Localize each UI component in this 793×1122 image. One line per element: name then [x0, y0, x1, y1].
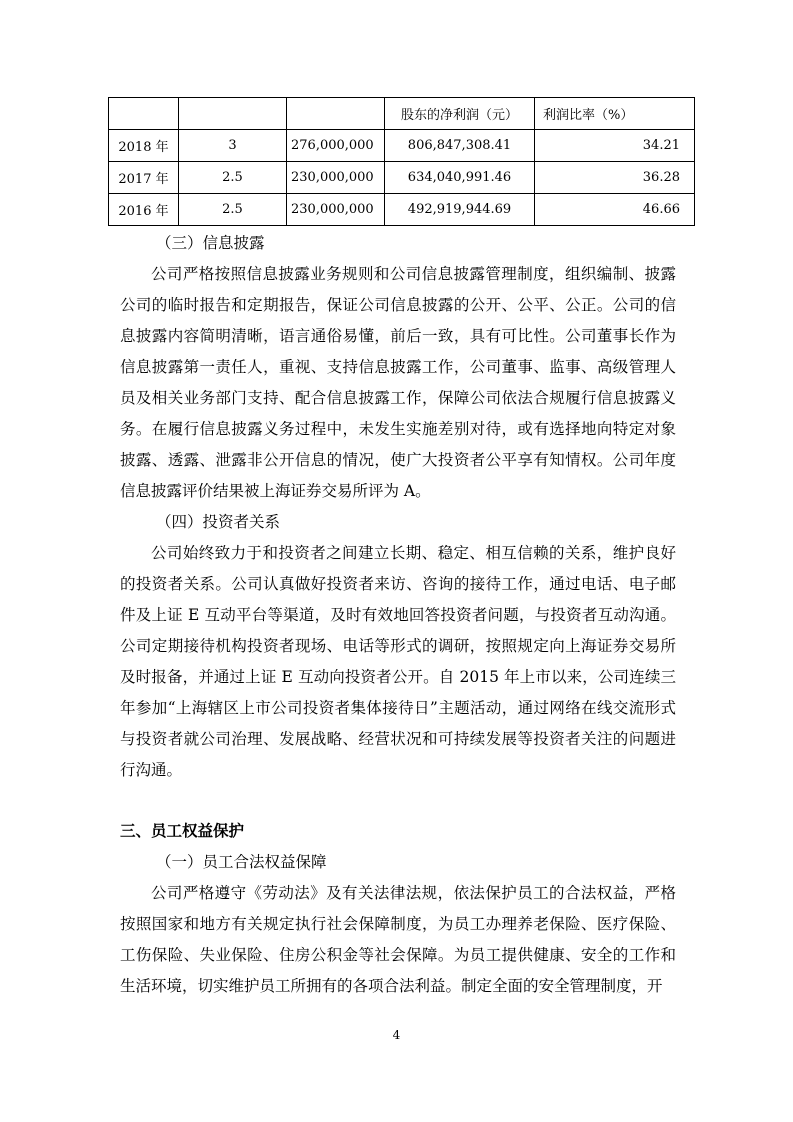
paragraph: 公司严格按照信息披露业务规则和公司信息披露管理制度，组织编制、披露公司的临时报告和定期报告，保证公司信息披露的公开、公平、公正。公司的信息披露内容简明清晰，语言通俗易懂，前后一致，具有可比性。公司董事长作为信息披露第一责任人，重视、支持信息披露工作，公司董事、监事、高级管理人员及相关业务部门支持、配合信息披露工作，保障公司依法合规履行信息披露义务。在履行信息披露义务过程中，未发生实施差别对待，或有选择地向特定对象披露、透露、泄露非公开信息的情况，使广大投资者公平享有知情权。公司年度信息披露评价结果被上海证券交易所评为 A。: [120, 265, 676, 500]
table-cell: 492,919,944.69: [385, 194, 535, 226]
table-header-cell: 利润比率（%）: [535, 98, 695, 130]
section-heading-info-disclosure: （三）信息披露: [156, 234, 265, 252]
table-cell-year: 2018 年: [109, 130, 179, 162]
section-heading-investor-relations: （四）投资者关系: [156, 513, 281, 531]
table-cell: 34.21: [535, 130, 695, 162]
table-row: [109, 194, 695, 226]
section-title-employee-rights: 三、员工权益保护: [120, 822, 245, 840]
table-cell: 3: [179, 130, 287, 162]
dividend-table: [108, 97, 695, 226]
table-cell: 36.28: [535, 162, 695, 194]
table-row: [109, 162, 695, 194]
table-cell-year: 2017 年: [109, 162, 179, 194]
employee-rights-body: [120, 878, 676, 1002]
paragraph: 公司始终致力于和投资者之间建立长期、稳定、相互信赖的关系，维护良好的投资者关系。公司认真做好投资者来访、咨询的接待工作，通过电话、电子邮件及上证 E 互动平台等渠道，及时有效地回答投资者问题，与投资者互动沟通。公司定期接待机构投资者现场、电话等形式的调研，按照规定向上海证券交易所及时报备，并通过上证 E 互动向投资者公开。自 2015 年上市以来，公司连续三年参加“上海辖区上市公司投资者集体接待日”主题活动，通过网络在线交流形式与投资者就公司治理、发展战略、经营状况和可持续发展等投资者关注的问题进行沟通。: [120, 544, 676, 779]
table-cell: 634,040,991.46: [385, 162, 535, 194]
table-header-cell: 股东的净利润（元）: [385, 98, 535, 130]
table-row: [109, 130, 695, 162]
table-cell: 276,000,000: [287, 130, 385, 162]
table-header-row: [109, 98, 695, 130]
table-cell: 230,000,000: [287, 194, 385, 226]
table-cell: 2.5: [179, 194, 287, 226]
table-cell: 230,000,000: [287, 162, 385, 194]
table-header-cell: [179, 98, 287, 130]
table-cell: 46.66: [535, 194, 695, 226]
table-header-cell: [109, 98, 179, 130]
investor-relations-body: [120, 538, 676, 786]
table-cell: 2.5: [179, 162, 287, 194]
paragraph: 公司严格遵守《劳动法》及有关法律法规，依法保护员工的合法权益，严格按照国家和地方有关规定执行社会保障制度，为员工办理养老保险、医疗保险、工伤保险、失业保险、住房公积金等社会保障。为员工提供健康、安全的工作和生活环境，切实维护员工所拥有的各项合法利益。制定全面的安全管理制度，开: [120, 884, 676, 995]
table-cell: 806,847,308.41: [385, 130, 535, 162]
table-header-cell: [287, 98, 385, 130]
page-number: 4: [392, 1028, 401, 1042]
info-disclosure-body: [120, 259, 676, 507]
table-cell-year: 2016 年: [109, 194, 179, 226]
section-heading-employee-legal-rights: （一）员工合法权益保障: [156, 853, 327, 871]
